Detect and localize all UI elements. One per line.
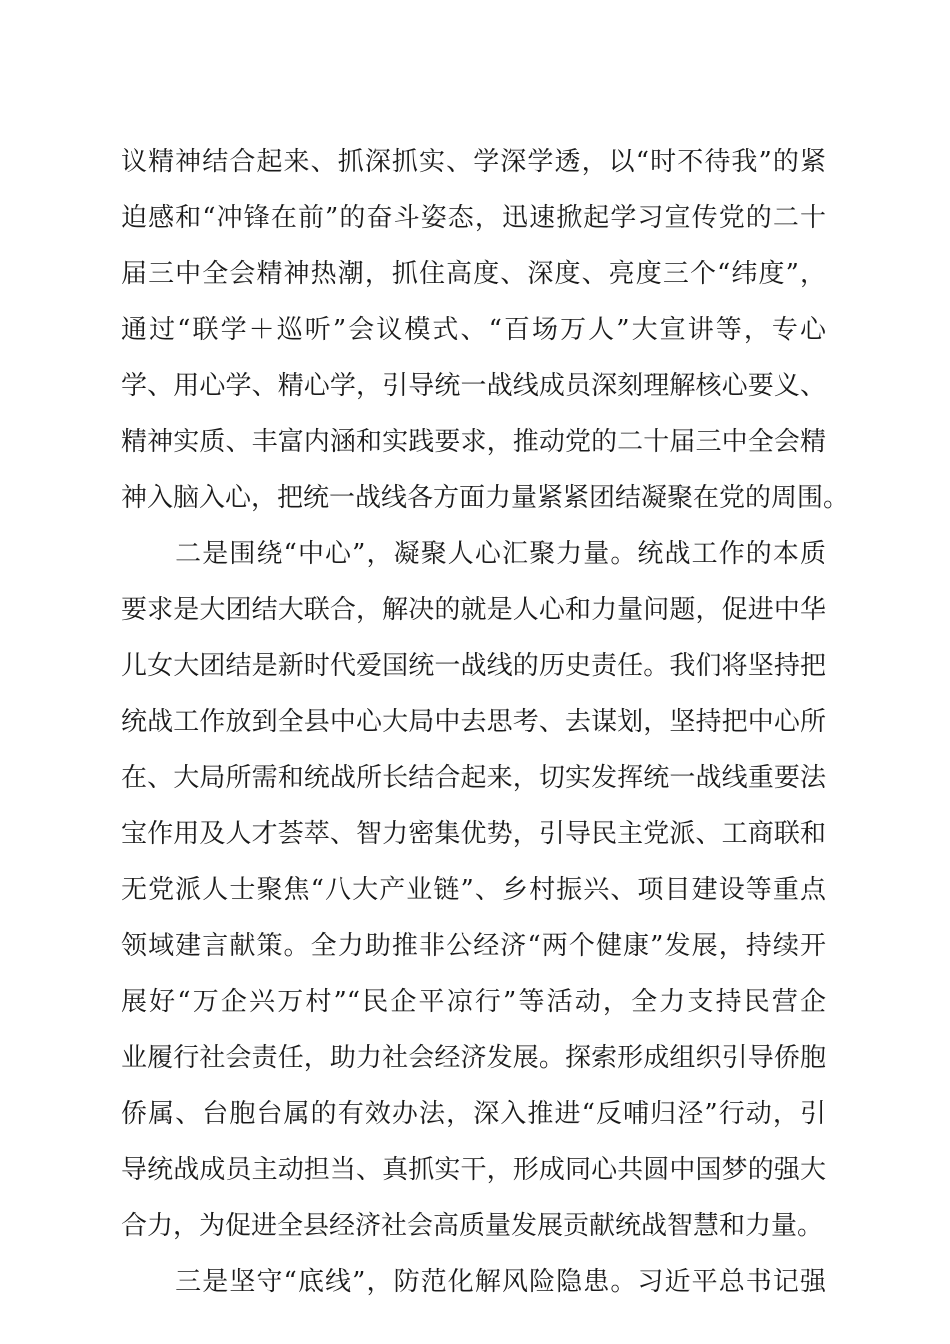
- text-line: 通过“联学＋巡听”会议模式、“百场万人”大宣讲等，专心: [121, 315, 826, 345]
- text-line: 学、用心学、精心学，引导统一战线成员深刻理解核心要义、: [121, 371, 826, 401]
- text-line: 议精神结合起来、抓深抓实、学深学透，以“时不待我”的紧: [121, 147, 826, 177]
- text-line: 导统战成员主动担当、真抓实干，形成同心共圆中国梦的强大: [121, 1155, 826, 1185]
- text-line: 二是围绕“中心”，凝聚人心汇聚力量。统战工作的本质: [121, 539, 826, 569]
- text-line: 届三中全会精神热潮，抓住高度、深度、亮度三个“纬度”，: [121, 259, 826, 289]
- text-line: 业履行社会责任，助力社会经济发展。探索形成组织引导侨胞: [121, 1043, 826, 1073]
- text-line: 宝作用及人才荟萃、智力密集优势，引导民主党派、工商联和: [121, 819, 826, 849]
- text-line: 统战工作放到全县中心大局中去思考、去谋划，坚持把中心所: [121, 707, 826, 737]
- text-line: 侨属、台胞台属的有效办法，深入推进“反哺归泾”行动，引: [121, 1099, 826, 1129]
- text-line: 领域建言献策。全力助推非公经济“两个健康”发展，持续开: [121, 931, 826, 961]
- text-line: 要求是大团结大联合，解决的就是人心和力量问题，促进中华: [121, 595, 826, 625]
- text-line: 三是坚守“底线”，防范化解风险隐患。习近平总书记强: [121, 1267, 826, 1297]
- text-line: 无党派人士聚焦“八大产业链”、乡村振兴、项目建设等重点: [121, 875, 826, 905]
- text-line: 迫感和“冲锋在前”的奋斗姿态，迅速掀起学习宣传党的二十: [121, 203, 826, 233]
- text-line: 神入脑入心，把统一战线各方面力量紧紧团结凝聚在党的周围。: [121, 483, 850, 513]
- text-line: 在、大局所需和统战所长结合起来，切实发挥统一战线重要法: [121, 763, 826, 793]
- text-line: 儿女大团结是新时代爱国统一战线的历史责任。我们将坚持把: [121, 651, 826, 681]
- text-line: 精神实质、丰富内涵和实践要求，推动党的二十届三中全会精: [121, 427, 826, 457]
- text-line: 展好“万企兴万村”“民企平凉行”等活动，全力支持民营企: [121, 987, 826, 1017]
- text-line: 合力，为促进全县经济社会高质量发展贡献统战智慧和力量。: [121, 1211, 824, 1241]
